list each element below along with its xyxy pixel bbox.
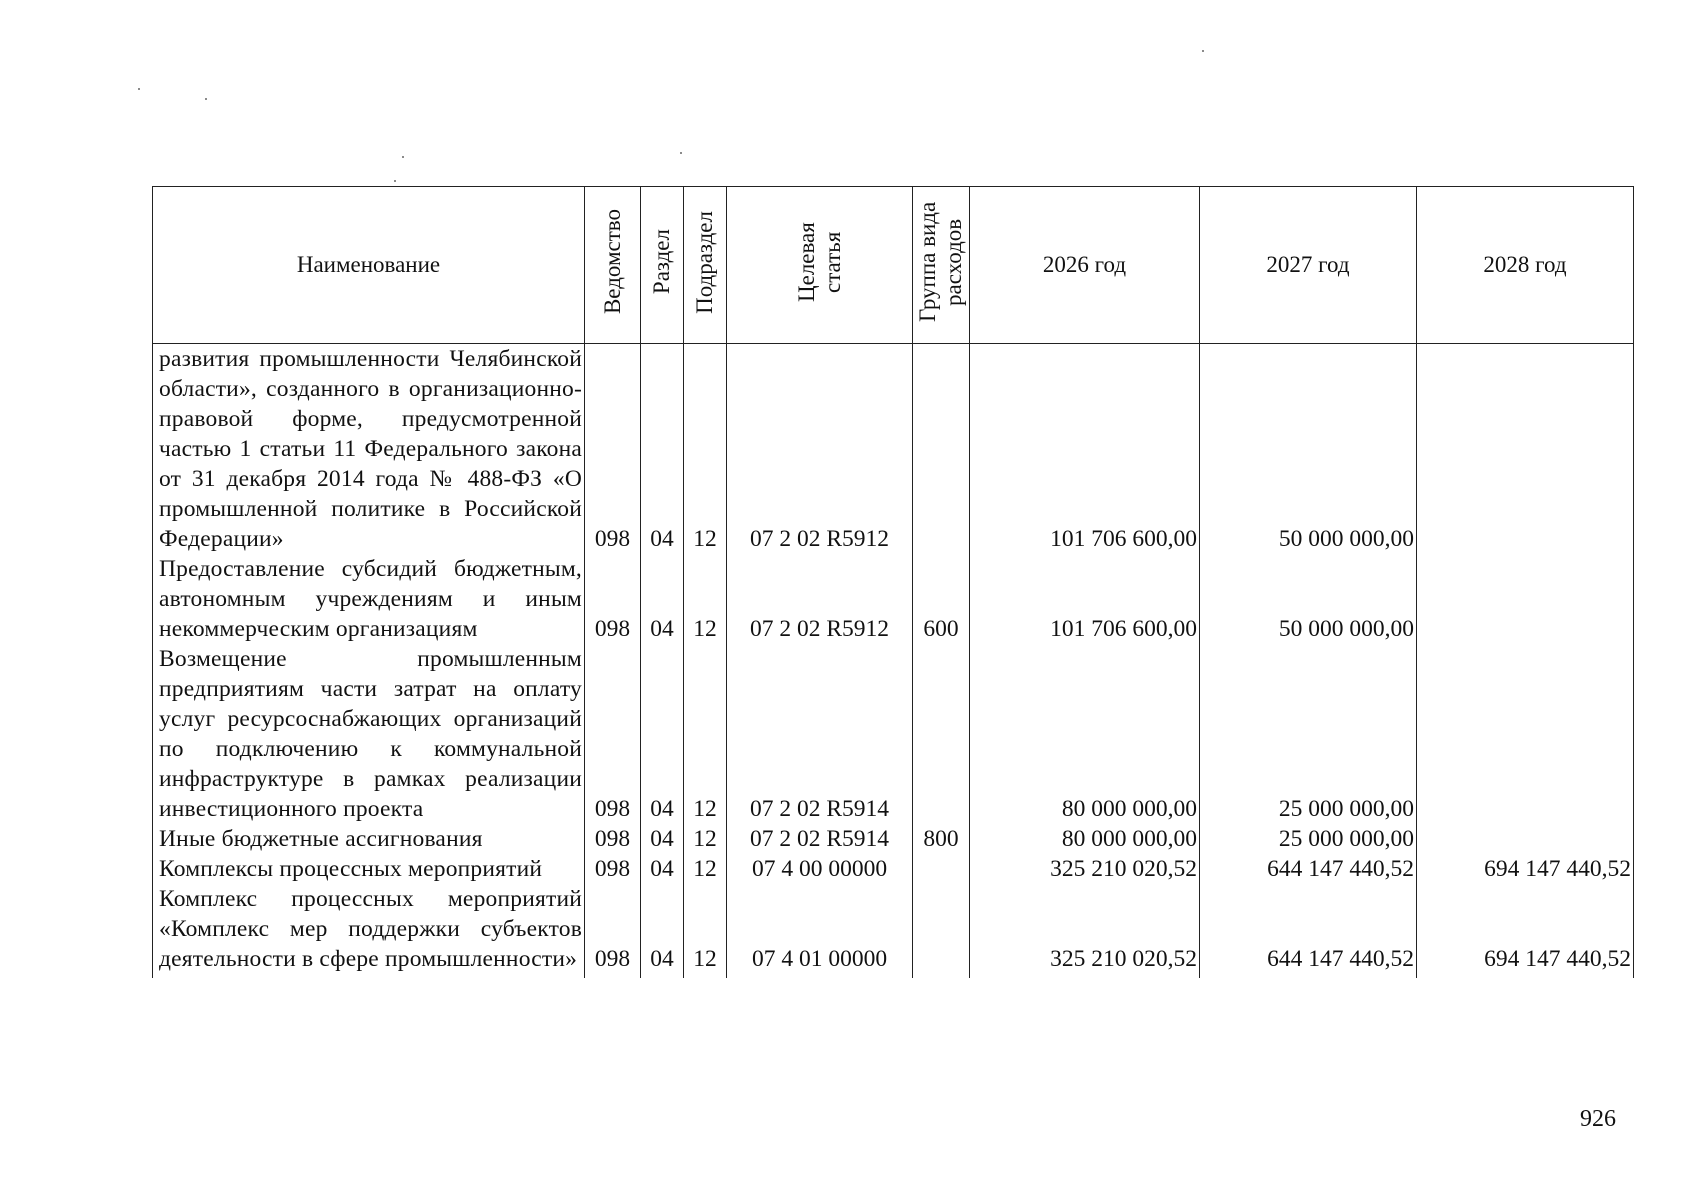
row-amount-2026: 101 706 600,00 — [970, 344, 1200, 555]
row-subsection: 12 — [684, 824, 727, 854]
row-amount-2027: 50 000 000,00 — [1200, 554, 1417, 644]
row-expense-group — [913, 854, 970, 884]
header-department — [585, 187, 641, 344]
row-amount-2028 — [1417, 554, 1634, 644]
row-subsection: 12 — [684, 854, 727, 884]
row-expense-group — [913, 344, 970, 555]
table-row — [153, 824, 1634, 854]
row-department: 098 — [585, 644, 641, 824]
row-amount-2027: 644 147 440,52 — [1200, 854, 1417, 884]
header-section — [641, 187, 684, 344]
row-target-article: 07 2 02 R5912 — [727, 554, 913, 644]
header-year-2027: 2027 год — [1200, 187, 1417, 344]
header-year-2026: 2026 год — [970, 187, 1200, 344]
row-amount-2026: 101 706 600,00 — [970, 554, 1200, 644]
row-section: 04 — [641, 344, 684, 555]
header-subsection — [684, 187, 727, 344]
header-expense-group — [913, 187, 970, 344]
header-department-label: Ведомство — [599, 209, 625, 315]
row-subsection: 12 — [684, 884, 727, 978]
row-amount-2027: 25 000 000,00 — [1200, 644, 1417, 824]
header-expense-group-label: Группа вида расходов — [915, 201, 966, 323]
header-target-article — [727, 187, 913, 344]
row-target-article: 07 4 01 00000 — [727, 884, 913, 978]
row-department: 098 — [585, 854, 641, 884]
row-amount-2028 — [1417, 824, 1634, 854]
row-subsection: 12 — [684, 554, 727, 644]
row-expense-group: 800 — [913, 824, 970, 854]
row-amount-2026: 325 210 020,52 — [970, 854, 1200, 884]
row-expense-group — [913, 884, 970, 978]
table-row — [153, 644, 1634, 824]
row-target-article: 07 4 00 00000 — [727, 854, 913, 884]
row-section: 04 — [641, 854, 684, 884]
row-department: 098 — [585, 344, 641, 555]
header-target-article-label: Целевая статья — [793, 222, 845, 302]
table-row — [153, 344, 1634, 555]
row-name: Возмещение промышленным предприятиям части затрат на оплату услуг ресурсоснабжающих организаций по подключению к коммунальной инфраструктуре в рамках реализации инвестиционного проекта — [153, 644, 585, 824]
row-amount-2027: 644 147 440,52 — [1200, 884, 1417, 978]
row-name: Комплекс процессных мероприятий «Комплекс мер поддержки субъектов деятельности в сфере промышленности» — [153, 884, 585, 978]
row-expense-group: 600 — [913, 554, 970, 644]
row-amount-2027: 25 000 000,00 — [1200, 824, 1417, 854]
page-number: 926 — [1580, 1106, 1616, 1132]
row-section: 04 — [641, 884, 684, 978]
header-section-label: Раздел — [649, 229, 674, 295]
row-amount-2028 — [1417, 644, 1634, 824]
scan-speck — [394, 180, 396, 182]
row-section: 04 — [641, 824, 684, 854]
row-name: Предоставление субсидий бюджетным, автономным учреждениям и иным некоммерческим организациям — [153, 554, 585, 644]
row-name: Комплексы процессных мероприятий — [153, 854, 585, 884]
scan-speck — [1202, 50, 1204, 52]
row-name: развития промышленности Челябинской области», созданного в организационно-правовой форме, предусмотренной частью 1 статьи 11 Федерального закона от 31 декабря 2014 года № 488-ФЗ «О промышленной политике в Российской Федерации» — [153, 344, 585, 555]
row-target-article: 07 2 02 R5914 — [727, 644, 913, 824]
table-row — [153, 554, 1634, 644]
row-expense-group — [913, 644, 970, 824]
row-amount-2026: 80 000 000,00 — [970, 824, 1200, 854]
row-amount-2026: 80 000 000,00 — [970, 644, 1200, 824]
header-year-2028: 2028 год — [1417, 187, 1634, 344]
row-name: Иные бюджетные ассигнования — [153, 824, 585, 854]
row-department: 098 — [585, 554, 641, 644]
row-subsection: 12 — [684, 644, 727, 824]
budget-table — [152, 186, 1634, 978]
row-amount-2028 — [1417, 344, 1634, 555]
scan-speck — [138, 88, 140, 90]
row-amount-2027: 50 000 000,00 — [1200, 344, 1417, 555]
scan-speck — [680, 152, 682, 154]
row-target-article: 07 2 02 R5912 — [727, 344, 913, 555]
row-subsection: 12 — [684, 344, 727, 555]
header-subsection-label: Подраздел — [692, 210, 717, 314]
row-department: 098 — [585, 824, 641, 854]
scan-speck — [205, 98, 207, 100]
row-target-article: 07 2 02 R5914 — [727, 824, 913, 854]
header-name: Наименование — [153, 187, 585, 344]
row-amount-2028: 694 147 440,52 — [1417, 854, 1634, 884]
header-row — [153, 187, 1634, 344]
row-department: 098 — [585, 884, 641, 978]
table-row — [153, 884, 1634, 978]
row-section: 04 — [641, 554, 684, 644]
row-amount-2028: 694 147 440,52 — [1417, 884, 1634, 978]
scan-speck — [402, 156, 404, 158]
row-section: 04 — [641, 644, 684, 824]
row-amount-2026: 325 210 020,52 — [970, 884, 1200, 978]
table-row — [153, 854, 1634, 884]
